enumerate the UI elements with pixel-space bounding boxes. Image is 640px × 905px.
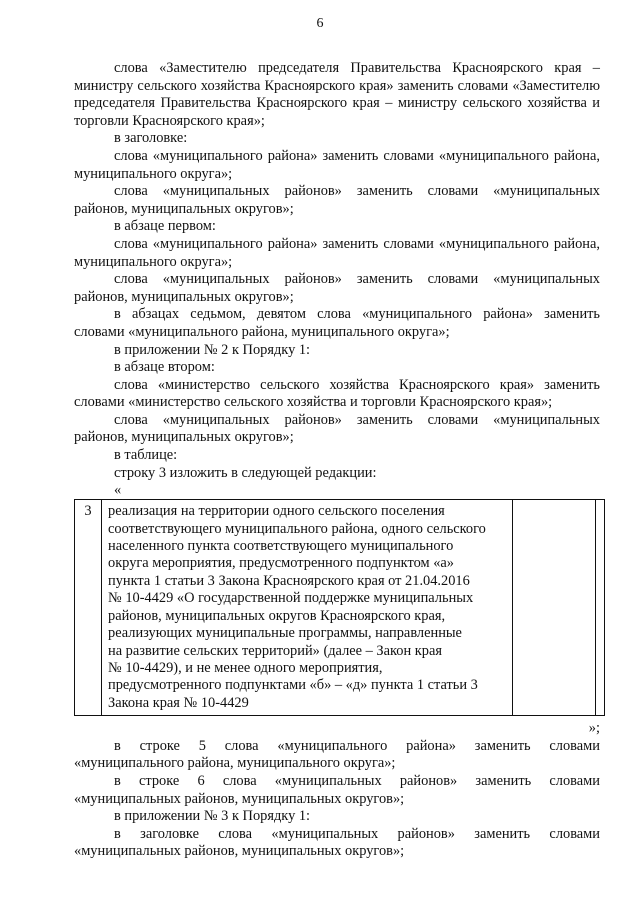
empty-cell <box>596 500 605 716</box>
table-text-line: округа мероприятия, предусмотренного подпунктом «а» <box>108 555 454 572</box>
table-text-line: № 10-4429), и не менее одного мероприятия, <box>108 659 383 676</box>
paragraph: слова «муниципальных районов» заменить словами «муниципальных районов, муниципальных округов»; <box>74 411 600 446</box>
paragraph: в заголовке слова «муниципальных районов» заменить словами «муниципальных районов, муниципальных округов»; <box>74 825 600 860</box>
table-text-line: соответствующего муниципального района, одного сельского <box>108 520 486 537</box>
paragraph: слова «муниципальных районов» заменить словами «муниципальных районов, муниципальных округов»; <box>74 271 600 305</box>
paragraph: в строке 6 слова «муниципальных районов» заменить словами «муниципальных районов, муниципальных округов»; <box>74 772 600 807</box>
paragraph: в абзаце втором: <box>114 359 215 376</box>
table-text-line: реализация на территории одного сельского поселения <box>108 503 445 520</box>
page-number: 6 <box>316 16 324 31</box>
table-row <box>75 500 605 716</box>
paragraph: в абзаце первом: <box>114 218 216 235</box>
table-text-line: реализующих муниципальные программы, направленные <box>108 625 462 642</box>
row-text-cell <box>102 500 513 716</box>
table-text-line: № 10-4429 «О государственной поддержке муниципальных <box>108 590 474 607</box>
paragraph: в заголовке: <box>114 130 188 147</box>
paragraph: в абзацах седьмом, девятом слова «муниципального района» заменить словами «муниципального района, муниципального округа»; <box>74 306 600 340</box>
table-text-line: пункта 1 статьи 3 Закона Красноярского края от 21.04.2016 <box>108 572 470 589</box>
paragraph: слова «министерство сельского хозяйства Красноярского края» заменить словами «министерство сельского хозяйства и торговли Красноярского края»; <box>74 376 600 411</box>
empty-cell <box>513 500 596 716</box>
paragraph: слова «муниципального района» заменить словами «муниципального района, муниципального округа»; <box>74 147 600 182</box>
table-text-line: районов, муниципальных округов Красноярского края, <box>108 607 446 624</box>
document-body <box>74 60 600 861</box>
paragraph: строку 3 изложить в следующей редакции: <box>114 464 377 481</box>
paragraph: слова «муниципальных районов» заменить словами «муниципальных районов, муниципальных округов»; <box>74 183 600 217</box>
amendment-table <box>74 499 605 716</box>
table-text-line: на развитие сельских территорий» (далее – Закон края <box>108 642 442 659</box>
paragraph: в строке 5 слова «муниципального района» заменить словами «муниципального района, муниципального округа»; <box>74 737 600 772</box>
paragraph: в таблице: <box>114 447 178 464</box>
paragraph: слова «Заместителю председателя Правительства Красноярского края – министру сельского хозяйства Красноярского края» заменить словами «Заместителю председателя Правительства Красноярского края – министру сельского хозяйства и торговли Красноярского края»; <box>74 60 600 129</box>
table-text-line: предусмотренного подпунктами «б» – «д» пункта 1 статьи 3 <box>108 677 478 694</box>
closing-quote: »; <box>588 720 600 737</box>
opening-quote: « <box>114 482 122 499</box>
table-text-line: Закона края № 10-4429 <box>108 694 249 711</box>
table-text-line: населенного пункта соответствующего муниципального <box>108 538 454 555</box>
paragraph: в приложении № 3 к Порядку 1: <box>114 808 311 825</box>
paragraph: слова «муниципального района» заменить словами «муниципального района, муниципального округа»; <box>74 235 600 270</box>
paragraph: в приложении № 2 к Порядку 1: <box>114 341 311 358</box>
row-number-cell: 3 <box>75 500 102 716</box>
